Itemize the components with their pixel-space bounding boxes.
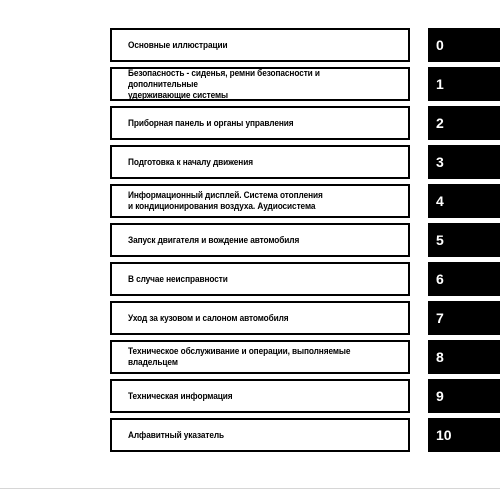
- toc-entry-label: Запуск двигателя и вождение автомобиля: [128, 234, 300, 245]
- toc-entry-label: Основные иллюстрации: [128, 39, 228, 50]
- toc-entry-label: Приборная панель и органы управления: [128, 117, 294, 128]
- toc-entry-2[interactable]: [110, 106, 410, 140]
- toc-tab-number: 10: [436, 427, 452, 443]
- toc-tab-5[interactable]: [428, 223, 500, 257]
- toc-row-9: [110, 379, 500, 413]
- toc-row-6: [110, 262, 500, 296]
- toc-entry-0[interactable]: [110, 28, 410, 62]
- toc-entry-4[interactable]: [110, 184, 410, 218]
- toc-entry-5[interactable]: [110, 223, 410, 257]
- toc-row-1: [110, 67, 500, 101]
- toc-entry-1[interactable]: [110, 67, 410, 101]
- toc-entry-label: Техническая информация: [128, 390, 233, 401]
- toc-row-4: [110, 184, 500, 218]
- toc-entry-9[interactable]: [110, 379, 410, 413]
- toc-entry-10[interactable]: [110, 418, 410, 452]
- toc-tab-number: 7: [436, 310, 444, 326]
- toc-tab-number: 4: [436, 193, 444, 209]
- toc-tab-number: 0: [436, 37, 444, 53]
- toc-entry-label: Техническое обслуживание и операции, выполняемые владельцем: [128, 346, 351, 367]
- toc-tab-8[interactable]: [428, 340, 500, 374]
- toc-tab-number: 6: [436, 271, 444, 287]
- toc-tab-7[interactable]: [428, 301, 500, 335]
- toc-tab-10[interactable]: [428, 418, 500, 452]
- toc-row-5: [110, 223, 500, 257]
- toc-tab-number: 1: [436, 76, 444, 92]
- toc-tab-3[interactable]: [428, 145, 500, 179]
- toc-tab-number: 3: [436, 154, 444, 170]
- toc-tab-9[interactable]: [428, 379, 500, 413]
- toc-entry-label: В случае неисправности: [128, 273, 228, 284]
- toc-tab-1[interactable]: [428, 67, 500, 101]
- toc-entry-3[interactable]: [110, 145, 410, 179]
- toc-row-10: [110, 418, 500, 452]
- toc-tab-number: 9: [436, 388, 444, 404]
- toc-entry-label: Алфавитный указатель: [128, 429, 225, 440]
- toc-row-8: [110, 340, 500, 374]
- toc-entry-label: Уход за кузовом и салоном автомобиля: [128, 312, 289, 323]
- toc-tab-4[interactable]: [428, 184, 500, 218]
- toc-entry-8[interactable]: [110, 340, 410, 374]
- toc-entry-7[interactable]: [110, 301, 410, 335]
- toc-tab-0[interactable]: [428, 28, 500, 62]
- toc-tab-number: 2: [436, 115, 444, 131]
- toc-row-3: [110, 145, 500, 179]
- toc-row-0: [110, 28, 500, 62]
- toc-tab-2[interactable]: [428, 106, 500, 140]
- toc-tab-number: 5: [436, 232, 444, 248]
- toc-entry-label: Безопасность - сиденья, ремни безопасности и дополнительные удерживающие системы: [128, 67, 320, 100]
- toc-entry-label: Информационный дисплей. Система отопления и кондиционирования воздуха. Аудиосистема: [128, 190, 323, 211]
- toc-entry-6[interactable]: [110, 262, 410, 296]
- page-bottom-divider: [0, 488, 500, 489]
- toc-row-2: [110, 106, 500, 140]
- toc-tab-6[interactable]: [428, 262, 500, 296]
- toc-tab-number: 8: [436, 349, 444, 365]
- toc-entry-label: Подготовка к началу движения: [128, 156, 253, 167]
- toc-row-7: [110, 301, 500, 335]
